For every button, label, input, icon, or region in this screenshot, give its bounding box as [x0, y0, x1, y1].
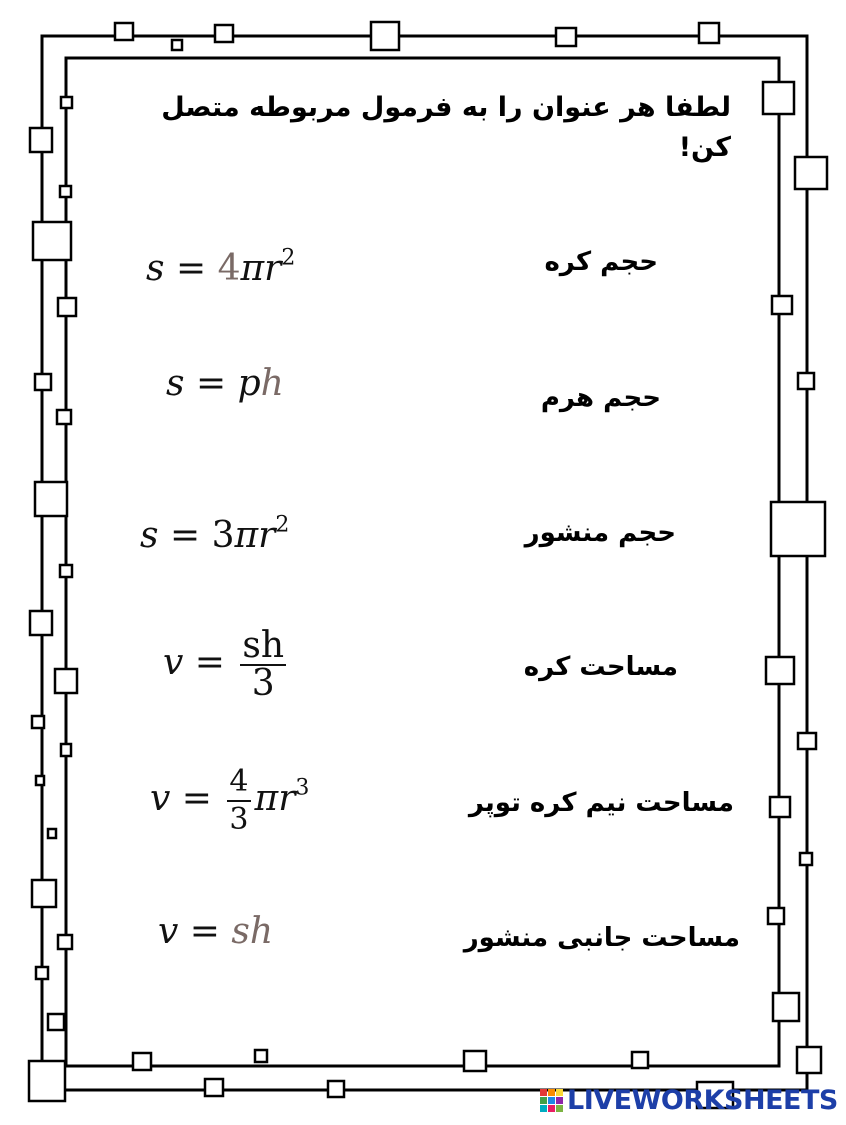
fraction-numerator: 4: [227, 764, 250, 802]
formula-s-ph[interactable]: [166, 362, 284, 406]
equals-sign: =: [195, 363, 227, 404]
label-prism-lateral-area[interactable]: مساحت جانبی منشور: [463, 923, 740, 953]
fraction: [227, 764, 250, 838]
fraction-denominator: 3: [251, 663, 275, 704]
formula-variable-p: p: [237, 363, 261, 404]
formula-lhs: v: [163, 642, 184, 683]
formula-v-four-thirds-pir3[interactable]: [150, 764, 309, 838]
formula-lhs: s: [146, 248, 165, 289]
liveworksheets-logo: [540, 1082, 838, 1118]
formula-rhs: sh: [231, 911, 274, 952]
formula-coefficient: 4: [217, 248, 241, 289]
fraction: [240, 625, 286, 704]
label-pyramid-volume[interactable]: حجم هرم: [540, 383, 661, 413]
formula-variable: r: [278, 778, 296, 819]
formula-exponent: 3: [295, 775, 310, 801]
equals-sign: =: [175, 248, 207, 289]
instruction-title: لطفا هر عنوان را به فرمول مربوطه متصل کن!: [161, 92, 731, 163]
formula-s-3pir2[interactable]: [140, 514, 289, 558]
formula-variable-h: h: [260, 363, 284, 404]
formula-v-sh-over-3[interactable]: [163, 625, 290, 704]
logo-wordmark: LIVEWORKSHEETS: [567, 1084, 838, 1116]
pi-symbol: π: [254, 778, 279, 819]
formula-exponent: 2: [275, 512, 290, 538]
formula-v-sh[interactable]: [158, 910, 273, 954]
equals-sign: =: [189, 911, 220, 952]
formula-s-4pir2[interactable]: [146, 247, 295, 291]
label-sphere-volume[interactable]: حجم کره: [544, 247, 658, 277]
formula-lhs: v: [158, 911, 179, 952]
formula-lhs: v: [150, 778, 171, 819]
logo-grid-icon: [540, 1089, 563, 1112]
formula-variable: r: [258, 515, 276, 556]
equals-sign: =: [181, 778, 212, 819]
label-prism-volume[interactable]: حجم منشور: [524, 518, 676, 548]
formula-exponent: 2: [281, 245, 296, 271]
label-solid-hemisphere-area[interactable]: مساحت نیم کره توپر: [468, 788, 734, 818]
formula-variable: r: [264, 248, 282, 289]
equals-sign: =: [194, 642, 225, 683]
formula-lhs: s: [140, 515, 159, 556]
equals-sign: =: [169, 515, 201, 556]
label-sphere-area[interactable]: مساحت کره: [523, 652, 678, 682]
pi-symbol: π: [234, 515, 259, 556]
fraction-numerator: sh: [242, 625, 285, 666]
formula-coefficient: 3: [211, 515, 235, 556]
pi-symbol: π: [240, 248, 265, 289]
formula-lhs: s: [166, 363, 185, 404]
fraction-denominator: 3: [229, 802, 249, 837]
